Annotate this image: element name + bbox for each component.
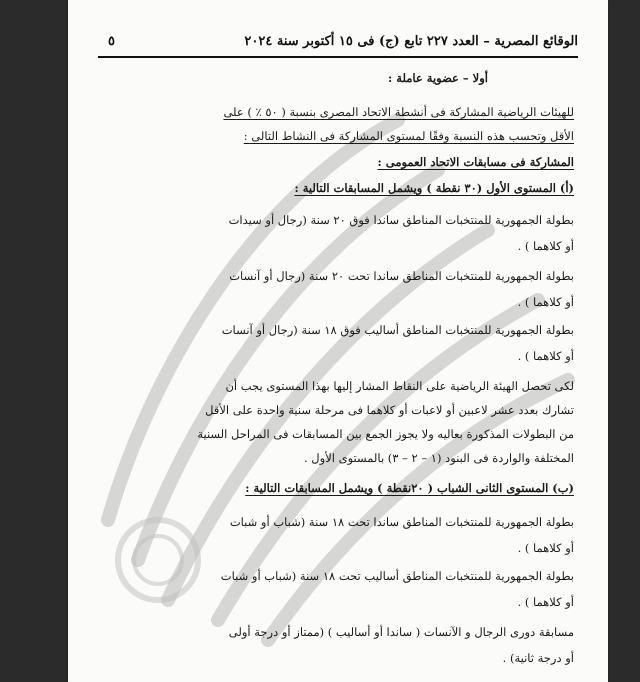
body-line: للهيئات الرياضية المشاركة فى أنشطة الاتحاد المصرى بنسبة ( ٥٠ ٪ ) على — [223, 105, 574, 119]
page-header — [98, 30, 578, 58]
list-item: بطولة الجمهورية للمنتخبات المناطق أساليب فوق ١٨ سنة (رجال أو آنسات — [221, 323, 574, 337]
body-line: من البطولات المذكورة بعاليه ولا يجوز الجمع بين المسابقات فى المراحل السنية — [197, 427, 574, 441]
list-item: أو كلاهما ) . — [517, 541, 574, 555]
body-line: تشارك بعدد عشر لاعبين أو لاعبات أو كلاهما فى مرحلة سنية واحدة على الأقل — [205, 403, 574, 417]
level-heading: (أ) المستوى الأول (٣٠ نقطة ) ويشمل المسابقات التالية : — [294, 181, 574, 195]
header-title: الوقائع المصرية – العدد ٢٢٧ تابع (ج) فى ١٥ أكتوبر سنة ٢٠٢٤ — [244, 34, 578, 49]
body-line: لكى تحصل الهيئة الرياضية على النقاط المشار إليها بهذا المستوى يجب أن — [225, 379, 574, 393]
list-item: بطولة الجمهورية للمنتخبات المناطق ساندا تحت ٢٠ سنة (رجال أو آنسات — [229, 269, 574, 283]
list-item: أو كلاهما ) . — [517, 349, 574, 363]
section-heading: أولا – عضوية عاملة : — [388, 71, 488, 85]
page-number: ٥ — [108, 34, 115, 49]
body-line: المختلفة والواردة فى البنود (١ – ٢ – ٣) بالمستوى الأول . — [303, 451, 574, 465]
subsection-heading: المشاركة فى مسابقات الاتحاد العمومى : — [377, 155, 574, 169]
list-item: بطولة الجمهورية للمنتخبات المناطق أساليب تحت ١٨ سنة (شباب أو شبات — [220, 569, 574, 583]
list-item: أو كلاهما ) . — [517, 295, 574, 309]
list-item: أو درجة ثانية) . — [502, 651, 574, 665]
list-item: مسابقة دورى الرجال و الآنسات ( ساندا أو أساليب ) (ممتاز أو درجة أولى — [228, 625, 574, 639]
document-page — [68, 0, 608, 682]
list-item: أو كلاهما ) . — [517, 239, 574, 253]
list-item: بطولة الجمهورية للمنتخبات المناطق ساندا تحت ١٨ سنة (شباب أو شبات — [229, 515, 574, 529]
list-item: بطولة الجمهورية للمنتخبات المناطق ساندا فوق ٢٠ سنة (رجال أو سيدات — [228, 213, 574, 227]
list-item: أو كلاهما ) . — [517, 595, 574, 609]
body-line: الأقل وتحسب هذه النسبة وفقًا لمستوى المشاركة فى النشاط التالى : — [243, 129, 574, 143]
level-heading: (ب) المستوى الثانى الشباب ( ٢٠نقطة ) ويشمل المسابقات التالية : — [245, 481, 574, 495]
